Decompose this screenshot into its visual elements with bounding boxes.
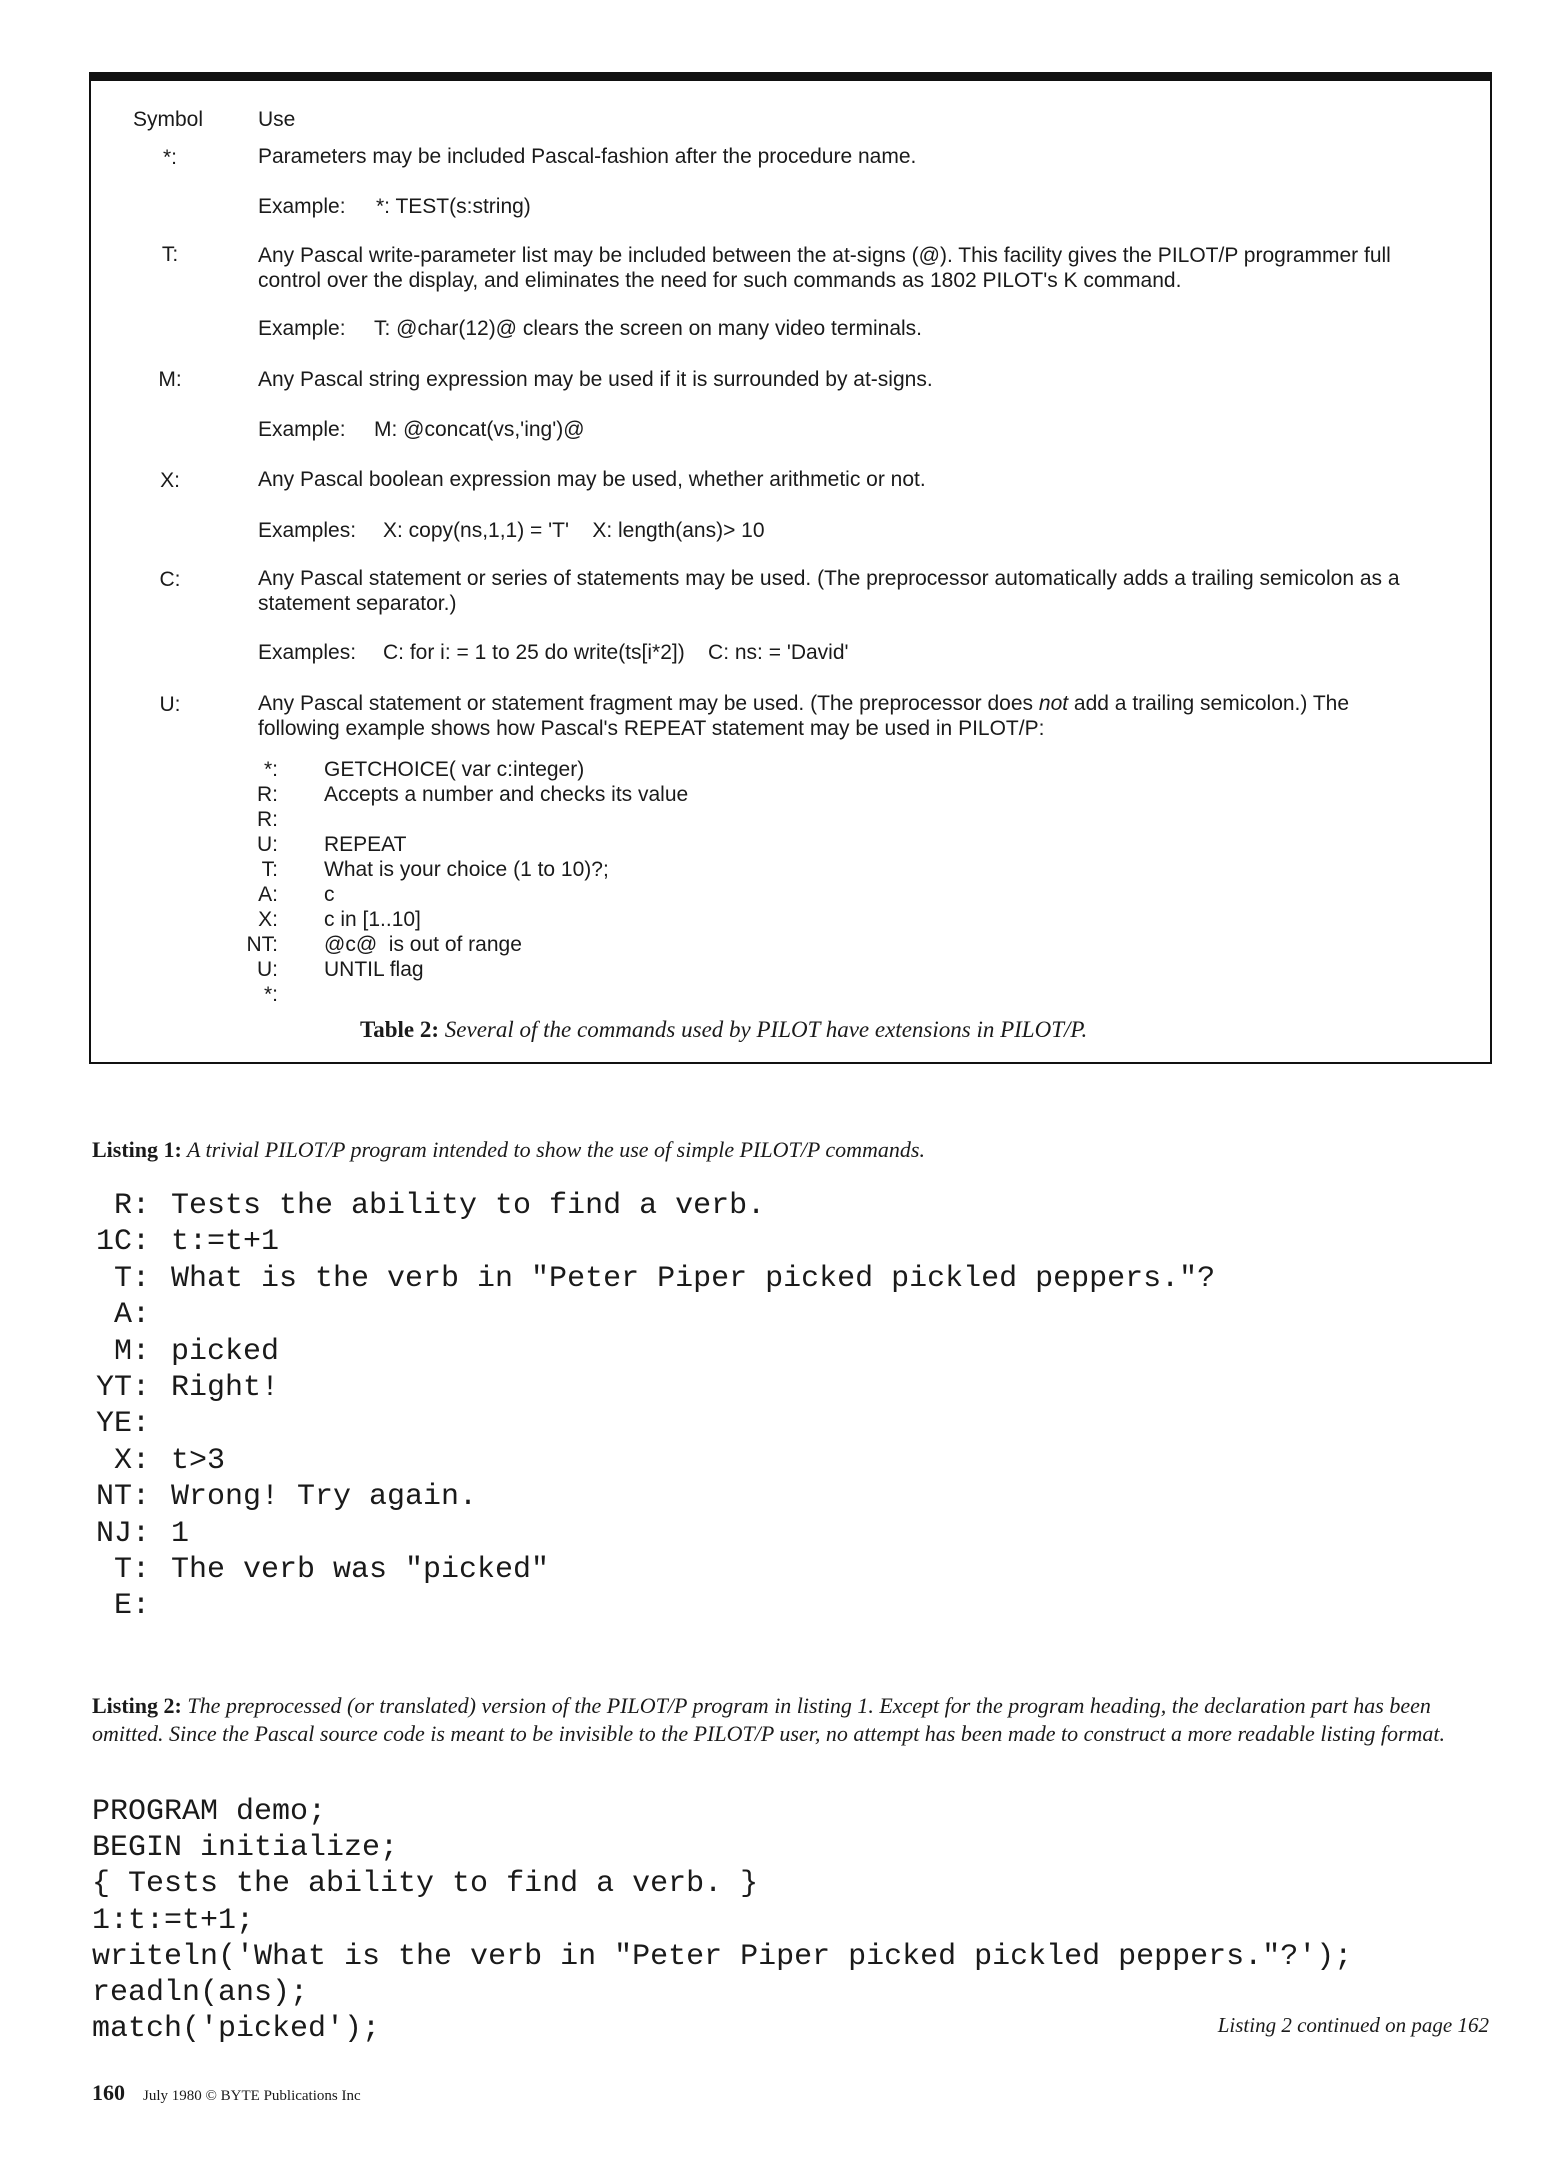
listing-1-text: Right! [171, 1371, 280, 1405]
u-example-symbol: T: [261, 858, 278, 881]
listing-1-text: 1 [171, 1517, 190, 1551]
listing-1-text: t:=t+1 [171, 1225, 280, 1259]
listing-1-symbol: NT: [95, 1480, 150, 1514]
listing-2-line: { Tests the ability to find a verb. } [92, 1867, 759, 1901]
listing-1-caption: Listing 1: A trivial PILOT/P program intended to show the use of simple PILOT/P commands. [92, 1137, 925, 1162]
page-footer [92, 2080, 361, 2106]
listing-1-text: Tests the ability to find a verb. [171, 1189, 766, 1223]
listing-1-symbol: E: [113, 1589, 150, 1623]
u-example-text: @c@ is out of range [324, 933, 522, 956]
u-example-symbol: U: [257, 958, 278, 981]
listing-1-text: Wrong! Try again. [171, 1480, 478, 1514]
row-example-label: Example: [258, 195, 346, 218]
listing-2-line: BEGIN initialize; [92, 1831, 399, 1865]
listing-2-line: PROGRAM demo; [92, 1795, 327, 1829]
listing-1-text: The verb was "picked" [171, 1553, 550, 1587]
masthead: July 1980 © BYTE Publications Inc [143, 2088, 361, 2104]
page-number: 160 [92, 2080, 125, 2105]
u-example-symbol: X: [258, 908, 278, 931]
row-example-label: Example: [258, 418, 346, 441]
listing-1-symbol: M: [113, 1335, 150, 1369]
listing-1-symbol: T: [113, 1553, 150, 1587]
u-example-symbol: *: [263, 983, 278, 1006]
listing-1-symbol: NJ: [95, 1517, 150, 1551]
row-symbol: X: [160, 469, 180, 492]
row-use: Parameters may be included Pascal-fashion after the procedure name. [258, 145, 917, 168]
listing-1-symbol: R: [113, 1189, 150, 1223]
header-use: Use [258, 108, 296, 131]
listing-2-line: 1:t:=t+1; [92, 1904, 255, 1938]
listing-1-text: What is the verb in "Peter Piper picked pickled peppers."? [171, 1262, 1216, 1296]
row-example: *: TEST(s:string) [376, 195, 531, 218]
listing-2-continued-note: Listing 2 continued on page 162 [1217, 2013, 1489, 2037]
listing-1-text: t>3 [171, 1444, 226, 1478]
row-symbol: U: [159, 693, 181, 716]
listing-1-symbol: YT: [95, 1371, 150, 1405]
listing-2-line: writeln('What is the verb in "Peter Piper picked pickled peppers."?'); [92, 1940, 1353, 1974]
u-example-text: UNTIL flag [324, 958, 424, 981]
row-symbol: C: [159, 568, 181, 591]
u-example-text: GETCHOICE( var c:integer) [324, 758, 585, 781]
u-example-symbol: R: [257, 808, 278, 831]
listing-1-symbol: YE: [95, 1407, 150, 1441]
u-example-symbol: NT: [246, 933, 278, 956]
row-use: Any Pascal statement or statement fragment may be used. (The preprocessor does not add a trailing semicolon.) The following example shows how Pascal's REPEAT statement may be used in PILOT/P: [258, 692, 1350, 740]
row-example: C: for i: = 1 to 25 do write(ts[i*2]) C: ns: = 'David' [383, 641, 849, 664]
listing-1-symbol: T: [113, 1262, 150, 1296]
row-symbol: M: [158, 368, 182, 391]
listing-1-symbol: A: [113, 1298, 150, 1332]
row-example: T: @char(12)@ clears the screen on many video terminals. [374, 317, 923, 340]
u-example-text: c [324, 883, 335, 906]
row-use: Any Pascal statement or series of statements may be used. (The preprocessor automatically adds a trailing semicolon as a statement separator.) [258, 567, 1400, 615]
u-example-symbol: R: [257, 783, 278, 806]
row-example-label: Examples: [258, 519, 357, 542]
row-symbol: T: [161, 243, 179, 266]
u-example-text: REPEAT [324, 833, 407, 856]
listing-2-line: match('picked'); [92, 2012, 381, 2046]
listing-1-symbol: 1C: [95, 1225, 150, 1259]
u-example-symbol: U: [257, 833, 278, 856]
u-example-text: What is your choice (1 to 10)?; [324, 858, 609, 881]
row-use: Any Pascal string expression may be used if it is surrounded by at-signs. [258, 368, 933, 391]
row-use: Any Pascal write-parameter list may be included between the at-signs (@). This facility gives the PILOT/P programmer full control over the display, and eliminates the need for such commands as 1802 PILOT's K command. [258, 244, 1391, 292]
u-example-text: c in [1..10] [324, 908, 421, 931]
listing-2-caption: Listing 2: The preprocessed (or translated) version of the PILOT/P program in listing 1. Except for the program heading, the declaration part has been omitted. Since the Pascal source code is meant to be invisible to the PILOT/P user, no attempt has been made to construct a more readable listing format. [92, 1693, 1446, 1746]
listing-1-symbol: X: [113, 1444, 150, 1478]
u-example-symbol: *: [263, 758, 278, 781]
header-symbol: Symbol [133, 108, 204, 131]
row-example: X: copy(ns,1,1) = 'T' X: length(ans)> 10 [383, 519, 765, 542]
row-example-label: Examples: [258, 641, 357, 664]
u-example-symbol: A: [258, 883, 278, 906]
table-2-caption: Table 2: Several of the commands used by PILOT have extensions in PILOT/P. [360, 1017, 1088, 1042]
row-symbol: *: [162, 146, 177, 169]
u-example-text: Accepts a number and checks its value [324, 783, 689, 806]
row-example-label: Example: [258, 317, 346, 340]
listing-2-line: readln(ans); [92, 1976, 309, 2010]
row-use: Any Pascal boolean expression may be used, whether arithmetic or not. [258, 468, 926, 491]
listing-1-text: picked [171, 1335, 280, 1369]
row-example: M: @concat(vs,'ing')@ [374, 418, 585, 441]
